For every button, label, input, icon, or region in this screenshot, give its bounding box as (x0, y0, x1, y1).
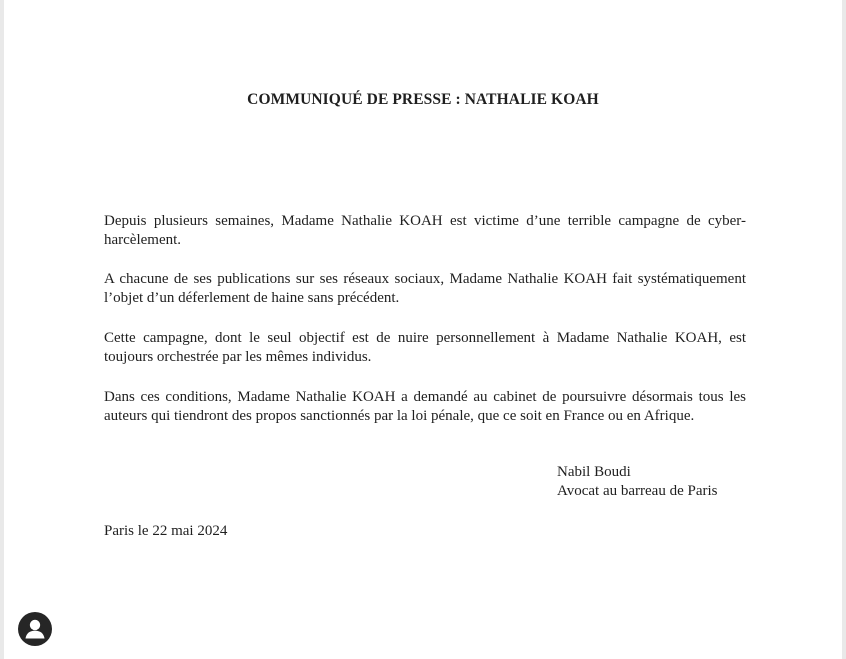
paragraph-4: Dans ces conditions, Madame Nathalie KOAH a demandé au cabinet de poursuivre désormais tous les auteurs qui tiendront des propos sanctionnés par la loi pénale, que ce soit en France ou en Afrique. (104, 389, 746, 424)
signature-name: Nabil Boudi (557, 464, 631, 480)
date-line: Paris le 22 mai 2024 (104, 523, 228, 539)
signature-role: Avocat au barreau de Paris (557, 483, 718, 499)
avatar-button[interactable] (18, 612, 52, 646)
user-avatar-icon (18, 612, 52, 646)
paragraph-3: Cette campagne, dont le seul objectif est de nuire personnellement à Madame Nathalie KOAH, est toujours orchestrée par les mêmes individus. (104, 330, 746, 365)
paragraph-2: A chacune de ses publications sur ses réseaux sociaux, Madame Nathalie KOAH fait systématiquement l’objet d’un déferlement de haine sans précédent. (104, 271, 746, 306)
page-title: COMMUNIQUÉ DE PRESSE : NATHALIE KOAH (247, 91, 599, 108)
paragraph-1: Depuis plusieurs semaines, Madame Nathalie KOAH est victime d’une terrible campagne de cyber-harcèlement. (104, 213, 746, 248)
signature-block (557, 463, 717, 501)
press-release-page (4, 0, 842, 659)
